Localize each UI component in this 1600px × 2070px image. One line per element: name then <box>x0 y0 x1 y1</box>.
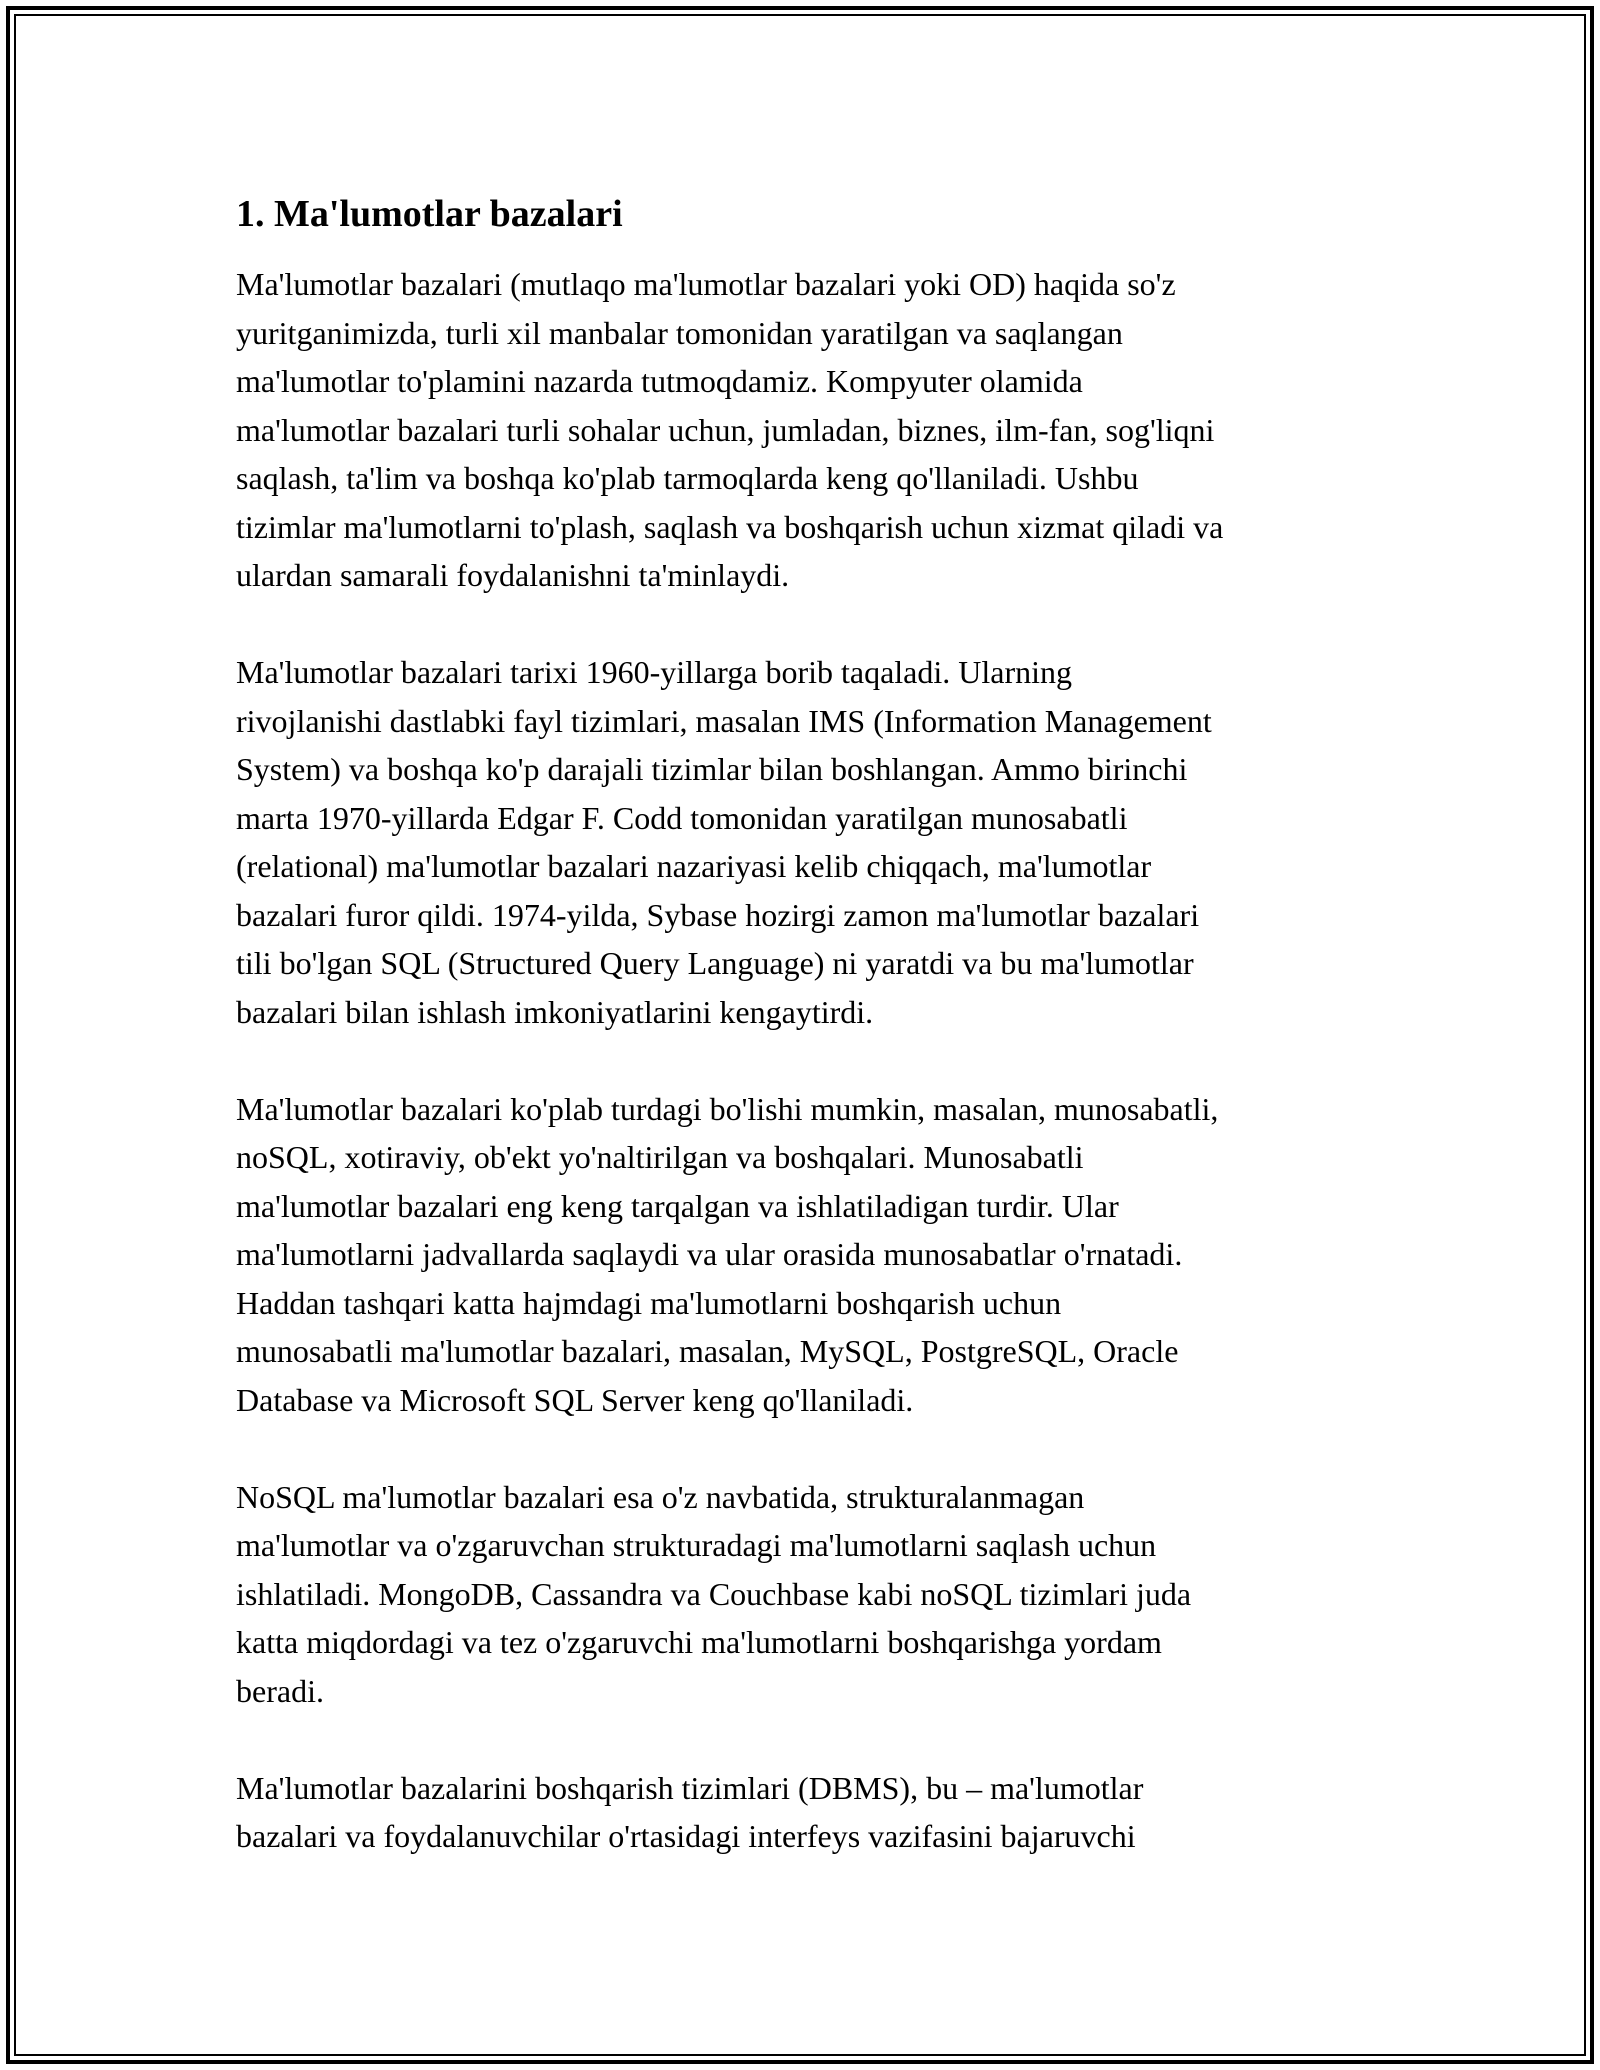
text-line: ulardan samarali foydalanishni ta'minlaydi. <box>236 557 790 593</box>
text-line: ma'lumotlar bazalari eng keng tarqalgan va ishlatiladigan turdir. Ular <box>236 1187 1119 1224</box>
text-line: System) va boshqa ko'p darajali tizimlar bilan boshlangan. Ammo birinchi <box>236 751 1188 787</box>
text-line: Ma'lumotlar bazalari (mutlaqo ma'lumotlar bazalari yoki OD) haqida so'z <box>236 266 1176 302</box>
text-line: yuritganimizda, turli xil manbalar tomonidan yaratilgan va saqlangan <box>236 314 1123 351</box>
text-line: tizimlar ma'lumotlarni to'plash, saqlash va boshqarish uchun xizmat qiladi va <box>236 508 1224 545</box>
text-line: katta miqdordagi va tez o'zgaruvchi ma'lumotlarni boshqarishga yordam <box>236 1624 1162 1660</box>
paragraph-intro <box>236 260 1376 600</box>
text-line: ishlatiladi. MongoDB, Cassandra va Couchbase kabi noSQL tizimlari juda <box>236 1575 1192 1612</box>
text-line: tili bo'lgan SQL (Structured Query Language) ni yaratdi va bu ma'lumotlar <box>236 945 1194 981</box>
section-heading: 1. Ma'lumotlar bazalari <box>236 193 623 235</box>
paragraph-history <box>236 648 1376 1036</box>
text-line: Ma'lumotlar bazalarini boshqarish tizimlari (DBMS), bu – ma'lumotlar <box>236 1769 1144 1806</box>
text-line: Database va Microsoft SQL Server keng qo'llaniladi. <box>236 1381 914 1418</box>
text-line: rivojlanishi dastlabki fayl tizimlari, masalan IMS (Information Management <box>236 702 1212 739</box>
document-body <box>236 188 1376 1909</box>
text-line: Ma'lumotlar bazalari tarixi 1960-yillarga borib taqaladi. Ularning <box>236 654 1073 690</box>
text-line: bazalari furor qildi. 1974-yilda, Sybase hozirgi zamon ma'lumotlar bazalari <box>236 896 1200 933</box>
paragraph-types <box>236 1085 1376 1425</box>
paragraph-nosql <box>236 1473 1376 1716</box>
text-line: bazalari bilan ishlash imkoniyatlarini kengaytirdi. <box>236 993 874 1030</box>
text-line: bazalari va foydalanuvchilar o'rtasidagi interfeys vazifasini bajaruvchi <box>236 1818 1136 1854</box>
text-line: Haddan tashqari katta hajmdagi ma'lumotlarni boshqarish uchun <box>236 1284 1062 1321</box>
text-line: saqlash, ta'lim va boshqa ko'plab tarmoqlarda keng qo'llaniladi. Ushbu <box>236 460 1139 496</box>
paragraph-dbms <box>236 1764 1376 1861</box>
text-line: ma'lumotlarni jadvallarda saqlaydi va ular orasida munosabatlar o'rnatadi. <box>236 1236 1183 1272</box>
text-line: beradi. <box>236 1672 324 1709</box>
text-line: noSQL, xotiraviy, ob'ekt yo'naltirilgan va boshqalari. Munosabatli <box>236 1139 1084 1175</box>
text-line: marta 1970-yillarda Edgar F. Codd tomonidan yaratilgan munosabatli <box>236 799 1128 836</box>
text-line: Ma'lumotlar bazalari ko'plab turdagi bo'lishi mumkin, masalan, munosabatli, <box>236 1090 1219 1127</box>
text-line: ma'lumotlar bazalari turli sohalar uchun, jumladan, biznes, ilm-fan, sog'liqni <box>236 411 1215 448</box>
text-line: (relational) ma'lumotlar bazalari nazariyasi kelib chiqqach, ma'lumotlar <box>236 848 1152 884</box>
text-line: NoSQL ma'lumotlar bazalari esa o'z navbatida, strukturalanmagan <box>236 1478 1085 1515</box>
text-line: ma'lumotlar to'plamini nazarda tutmoqdamiz. Kompyuter olamida <box>236 363 1083 399</box>
text-line: ma'lumotlar va o'zgaruvchan strukturadagi ma'lumotlarni saqlash uchun <box>236 1527 1157 1563</box>
text-line: munosabatli ma'lumotlar bazalari, masalan, MySQL, PostgreSQL, Oracle <box>236 1333 1179 1369</box>
